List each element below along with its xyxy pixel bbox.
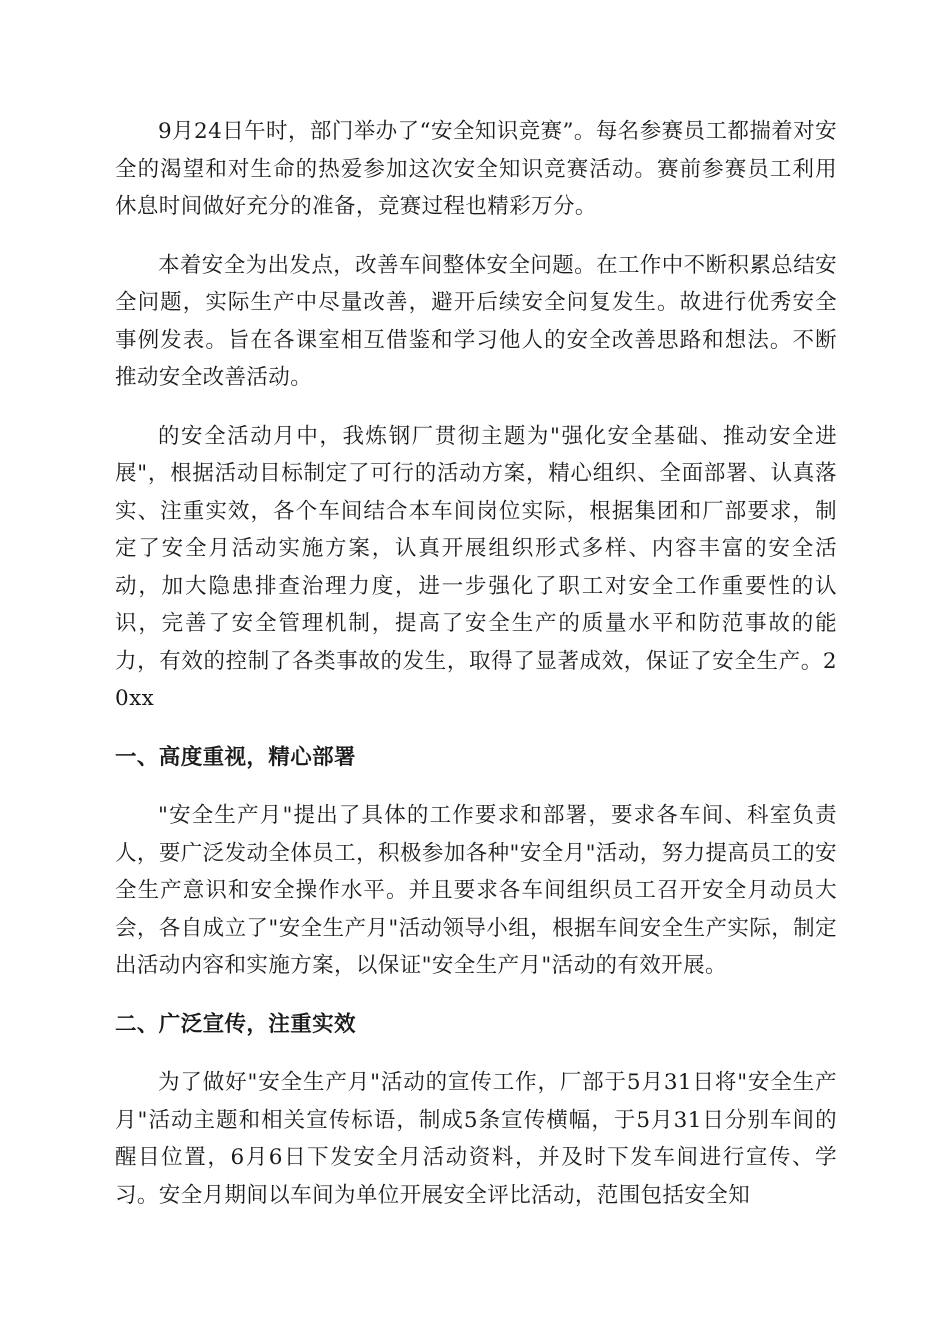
section1-paragraph: "安全生产月"提出了具体的工作要求和部署，要求各车间、科室负责人，要广泛发动全体员工，积极参加各种"安全月"活动，努力提高员工的安全生产意识和安全操作水平。并且要求各车间组织员工召开安全月动员大会，各自成立了"安全生产月"活动领导小组，根据车间安全生产实际，制定出活动内容和实施方案，以保证"安全生产月"活动的有效开展。 xyxy=(115,803,837,978)
paragraph-safety-month: 的安全活动月中，我炼钢厂贯彻主题为"强化安全基础、推动安全进展"，根据活动目标制定了可行的活动方案，精心组织、全面部署、认真落实、注重实效，各个车间结合本车间岗位实际，根据集团和厂部要求，制定了安全月活动实施方案，认真开展组织形式多样、内容丰富的安全活动，加大隐患排查治理力度，进一步强化了职工对安全工作重要性的认识，完善了安全管理机制，提高了安全生产的质量水平和防范事故的能力，有效的控制了各类事故的发生，取得了显著成效，保证了安全生产。20xx xyxy=(115,423,837,711)
paragraph-safety-improvement: 本着安全为出发点，改善车间整体安全问题。在工作中不断积累总结安全问题，实际生产中尽量改善，避开后续安全问复发生。故进行优秀安全事例发表。旨在各课室相互借鉴和学习他人的安全改善思路和想法。不断推动安全改善活动。 xyxy=(115,252,837,390)
section-heading-2: 二、广泛宣传，注重实效 xyxy=(115,1011,356,1037)
section-heading-1: 一、高度重视，精心部署 xyxy=(115,744,356,770)
paragraph-knowledge-contest: 9月24日午时，部门举办了“安全知识竞赛”。每名参赛员工都揣着对安全的渴望和对生命的热爱参加这次安全知识竞赛活动。赛前参赛员工利用休息时间做好充分的准备，竞赛过程也精彩万分。 xyxy=(115,119,837,219)
section2-paragraph: 为了做好"安全生产月"活动的宣传工作，厂部于5月31日将"安全生产月"活动主题和相关宣传标语，制成5条宣传横幅，于5月31日分别车间的醒目位置，6月6日下发安全月活动资料，并及时下发车间进行宣传、学习。安全月期间以车间为单位开展安全评比活动，范围包括安全知 xyxy=(115,1070,837,1208)
document-body xyxy=(115,113,837,1235)
